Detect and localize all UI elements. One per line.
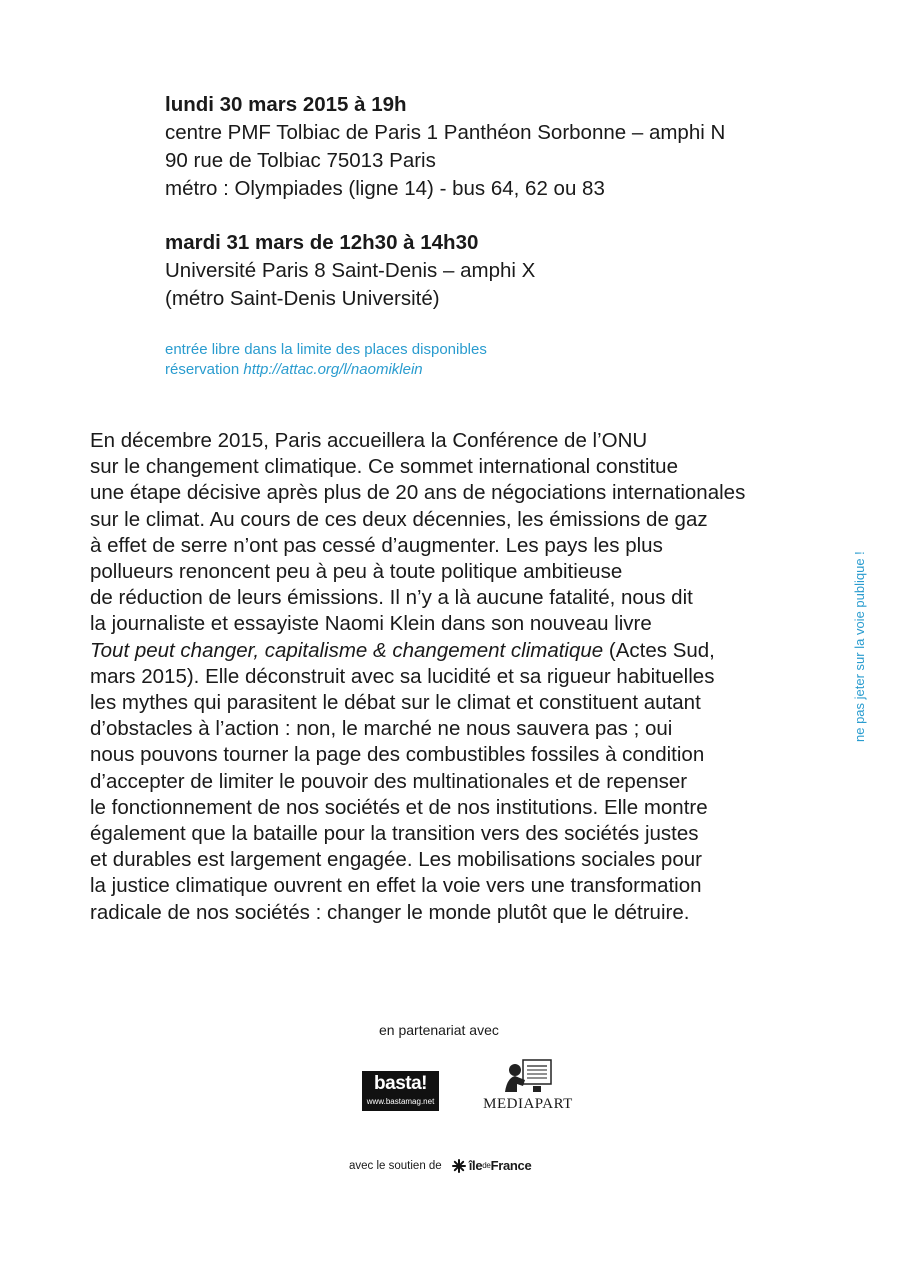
event-monday <box>165 91 725 203</box>
idf-france: France <box>490 1158 532 1173</box>
paragraph-line: En décembre 2015, Paris accueillera la Conférence de l’ONU <box>90 429 648 452</box>
paragraph-line <box>90 638 830 664</box>
paragraph-line: sur le climat. Au cours de ces deux décennies, les émissions de gaz <box>90 507 708 531</box>
paragraph-line: de réduction de leurs émissions. Il n’y a là aucune fatalité, nous dit <box>90 586 693 610</box>
paragraph-line: mars 2015). Elle déconstruit avec sa lucidité et sa rigueur habituelles <box>90 664 715 688</box>
description-paragraph <box>90 428 830 926</box>
reservation-line <box>165 360 487 380</box>
book-publisher: (Actes Sud, <box>603 638 715 662</box>
basta-title: basta! <box>374 1073 427 1094</box>
event-line: (métro Saint-Denis Université) <box>165 287 440 310</box>
admission-info <box>165 340 487 380</box>
paragraph-line: nous pouvons tourner la page des combustibles fossiles à condition <box>90 743 705 767</box>
mediapart-name: MEDIAPART <box>483 1096 573 1112</box>
newspaper-reader-icon <box>499 1058 557 1094</box>
support-line <box>349 1158 531 1173</box>
iledefrance-logo[interactable] <box>452 1158 532 1173</box>
paragraph-line: sur le changement climatique. Ce sommet international constitue <box>90 455 678 479</box>
paragraph-line: la justice climatique ouvrent en effet la voie vers une transformation <box>90 874 702 898</box>
event-line: Université Paris 8 Saint-Denis – amphi X <box>165 259 536 282</box>
paragraph-line: également que la bataille pour la transition vers des sociétés justes <box>90 822 699 846</box>
idf-de: de <box>482 1161 491 1170</box>
event-line: centre PMF Tolbiac de Paris 1 Panthéon Sorbonne – amphi N <box>165 121 726 144</box>
paragraph-line: et durables est largement engagée. Les mobilisations sociales pour <box>90 848 702 872</box>
paragraph-line: pollueurs renoncent peu à peu à toute politique ambitieuse <box>90 560 623 584</box>
basta-logo[interactable] <box>362 1071 439 1111</box>
reservation-link[interactable]: http://attac.org/l/naomiklein <box>243 361 423 378</box>
side-disposal-note: ne pas jeter sur la voie publique ! <box>852 551 867 742</box>
paragraph-line: une étape décisive après plus de 20 ans de négociations internationales <box>90 481 746 505</box>
paragraph-line: d’obstacles à l’action : non, le marché ne nous sauvera pas ; oui <box>90 717 673 741</box>
support-label: avec le soutien de <box>349 1159 442 1172</box>
event-tuesday <box>165 229 535 313</box>
paragraph-line: à effet de serre n’ont pas cessé d’augmenter. Les pays les plus <box>90 533 663 557</box>
free-entry-text: entrée libre dans la limite des places disponibles <box>165 341 487 358</box>
basta-url: www.bastamag.net <box>366 1097 435 1106</box>
idf-ile: île <box>468 1158 483 1173</box>
paragraph-line: la journaliste et essayiste Naomi Klein dans son nouveau livre <box>90 612 652 636</box>
paragraph-line: radicale de nos sociétés : changer le monde plutôt que le détruire. <box>90 900 690 924</box>
book-title: Tout peut changer, capitalisme & changement climatique <box>90 638 604 662</box>
event-heading: lundi 30 mars 2015 à 19h <box>165 93 407 116</box>
star-burst-icon <box>452 1159 466 1173</box>
reservation-label: réservation <box>165 361 244 378</box>
paragraph-line: les mythes qui parasitent le débat sur le climat et constituent autant <box>90 691 701 715</box>
paragraph-line: d’accepter de limiter le pouvoir des multinationales et de repenser <box>90 769 688 793</box>
paragraph-line: le fonctionnement de nos sociétés et de nos institutions. Elle montre <box>90 795 708 819</box>
mediapart-logo[interactable] <box>478 1058 578 1113</box>
partners-label: en partenariat avec <box>379 1022 499 1038</box>
event-line: 90 rue de Tolbiac 75013 Paris <box>165 149 436 172</box>
event-line: métro : Olympiades (ligne 14) - bus 64, 62 ou 83 <box>165 177 605 200</box>
event-heading: mardi 31 mars de 12h30 à 14h30 <box>165 231 479 254</box>
